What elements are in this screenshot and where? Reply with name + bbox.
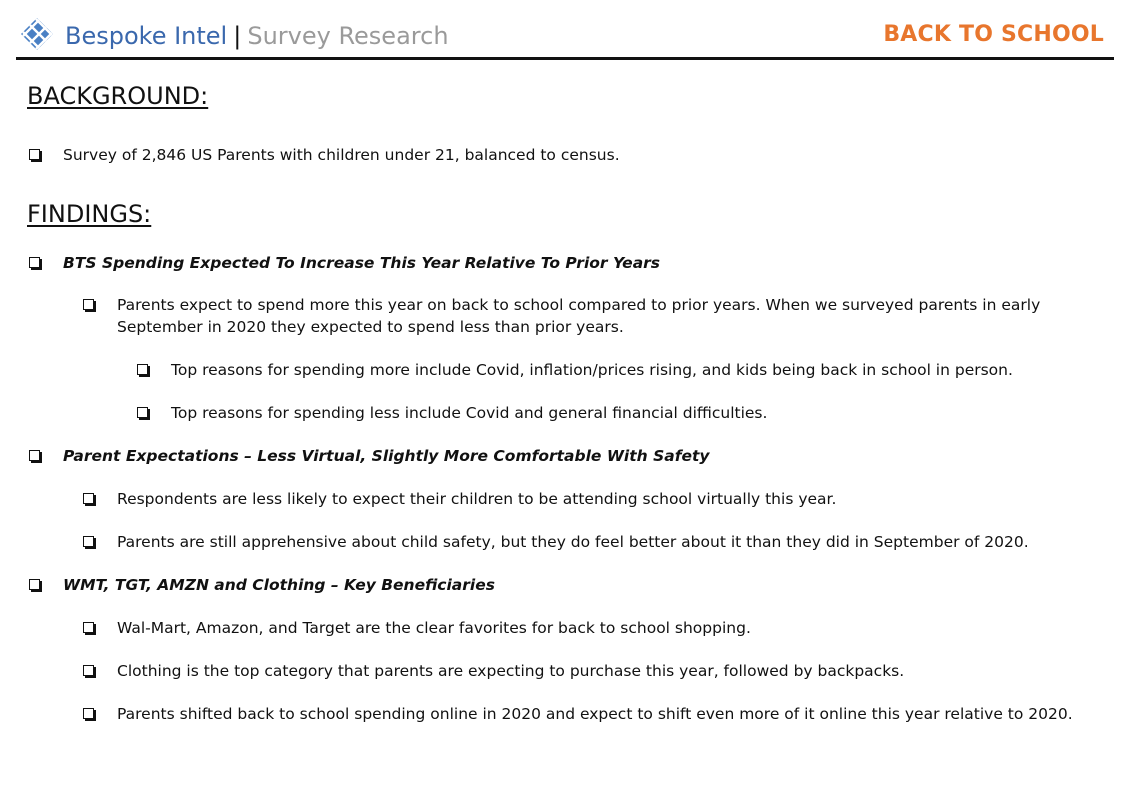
finding-point: Clothing is the top category that parents are expecting to purchase this year, followed by backpacks. xyxy=(83,660,1123,682)
brand-name: Bespoke Intel xyxy=(65,22,228,50)
checkbox-bullet-icon xyxy=(83,665,94,676)
finding-group-title: BTS Spending Expected To Increase This Year Relative To Prior Years xyxy=(29,252,1109,274)
finding-subpoint: Top reasons for spending more include Covid, inflation/prices rising, and kids being back in school in person. xyxy=(137,359,1097,381)
finding-point: Respondents are less likely to expect their children to be attending school virtually this year. xyxy=(83,488,1123,510)
checkbox-bullet-icon xyxy=(29,579,40,590)
brand-subtitle: Survey Research xyxy=(247,22,449,50)
checkbox-bullet-icon xyxy=(29,257,40,268)
checkbox-bullet-icon xyxy=(83,622,94,633)
finding-point: Parents shifted back to school spending online in 2020 and expect to shift even more of it online this year relative to 2020. xyxy=(83,703,1128,725)
finding-group-title: Parent Expectations – Less Virtual, Slightly More Comfortable With Safety xyxy=(29,445,1109,467)
finding-point: Parents expect to spend more this year on back to school compared to prior years. When we surveyed parents in early September in 2020 they expected to spend less than prior years. xyxy=(83,294,1083,338)
checkbox-bullet-icon xyxy=(83,708,94,719)
checkbox-bullet-icon xyxy=(29,450,40,461)
checkbox-bullet-icon xyxy=(83,299,94,310)
background-heading: BACKGROUND: xyxy=(27,82,209,110)
brand-separator: | xyxy=(233,22,242,50)
checkbox-bullet-icon xyxy=(29,149,40,160)
brand-line xyxy=(65,20,449,52)
checkbox-bullet-icon xyxy=(83,493,94,504)
finding-point: Wal-Mart, Amazon, and Target are the clear favorites for back to school shopping. xyxy=(83,617,1123,639)
finding-group-title: WMT, TGT, AMZN and Clothing – Key Beneficiaries xyxy=(29,574,1109,596)
checkbox-bullet-icon xyxy=(137,364,148,375)
page-header xyxy=(18,14,1114,58)
background-item: Survey of 2,846 US Parents with children under 21, balanced to census. xyxy=(29,144,1109,166)
findings-heading: FINDINGS: xyxy=(27,200,152,228)
checkbox-bullet-icon xyxy=(137,407,148,418)
checkbox-bullet-icon xyxy=(83,536,94,547)
finding-point: Parents are still apprehensive about child safety, but they do feel better about it than they did in September of 2020. xyxy=(83,531,1123,553)
header-divider xyxy=(16,57,1114,60)
document-title: BACK TO SCHOOL xyxy=(883,22,1104,47)
bespoke-diamond-logo-icon xyxy=(20,17,54,51)
finding-subpoint: Top reasons for spending less include Covid and general financial difficulties. xyxy=(137,402,1097,424)
